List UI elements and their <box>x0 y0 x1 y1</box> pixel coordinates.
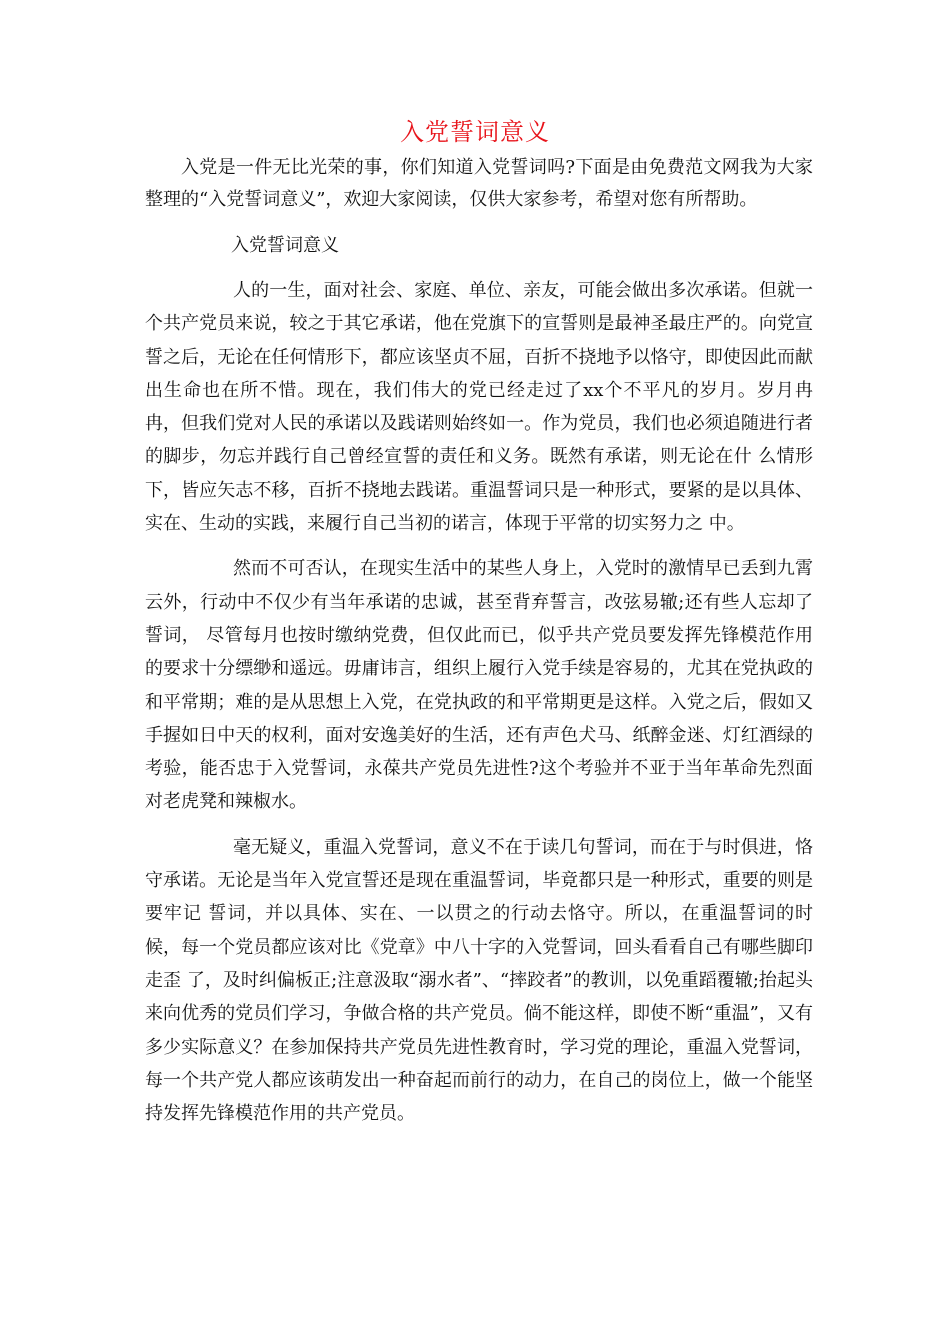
document-title: 入党誓词意义 <box>400 118 550 146</box>
intro-paragraph: 入党是一件无比光荣的事，你们知道入党誓词吗?下面是由免费范文网我为大家整理的“入党誓词意义”，欢迎大家阅读，仅供大家参考，希望对您有所帮助。 <box>145 157 813 210</box>
body-paragraph-2: 然而不可否认，在现实生活中的某些人身上，入党时的激情早已丢到九霄云外，行动中不仅少有当年承诺的忠诚，甚至背弃誓言，改弦易辙;还有些人忘却了誓词， 尽管每月也按时缴纳党费，但仅此而已，似乎共产党员要发挥先锋模范作用的要求十分缥缈和遥远。毋庸讳言，组织上履行入党手续是容易的，尤其在党执政的和平常期；难的是从思想上入党，在党执政的和平常期更是这样。入党之后，假如又手握如日中天的权利，面对安逸美好的生活，还有声色犬马、纸醉金迷、灯红酒绿的 考验，能否忠于入党誓词，永葆共产党员先进性?这个考验并不亚于当年革命先烈面对老虎凳和辣椒水。 <box>145 558 813 813</box>
document-body <box>145 152 813 1142</box>
section-subheading: 入党誓词意义 <box>231 235 339 256</box>
body-paragraph-1: 人的一生，面对社会、家庭、单位、亲友，可能会做出多次承诺。但就一个共产党员来说，较之于其它承诺，他在党旗下的宣誓则是最神圣最庄严的。向党宣 誓之后，无论在任何情形下，都应该坚贞不屈，百折不挠地予以恪守，即使因此而献出生命也在所不惜。现在，我们伟大的党已经走过了xx个不平凡的岁月。岁月冉冉，但我们党对人民的承诺以及践诺则始终如一。作为党员，我们也必须追随进行者的脚步，勿忘并践行自己曾经宣誓的责任和义务。既然有承诺，则无论在什 么情形下，皆应矢志不移，百折不挠地去践诺。重温誓词只是一种形式，要紧的是以具体、实在、生动的实践，来履行自己当初的诺言，体现于平常的切实努力之 中。 <box>145 280 813 535</box>
body-paragraph-3: 毫无疑义，重温入党誓词，意义不在于读几句誓词，而在于与时俱进，恪守承诺。无论是当年入党宣誓还是现在重温誓词，毕竟都只是一种形式，重要的则是要牢记 誓词，并以具体、实在、一以贯之的行动去恪守。所以，在重温誓词的时候，每一个党员都应该对比《党章》中八十字的入党誓词，回头看看自己有哪些脚印走歪 了，及时纠偏板正;注意汲取“溺水者”、“摔跤者”的教训，以免重蹈覆辙;抬起头来向优秀的党员们学习，争做合格的共产党员。倘不能这样，即使不断“重温”，又有多少实际意义？在参加保持共产党员先进性教育时，学习党的理论，重温入党誓词，每一个共产党人都应该萌发出一种奋起而前行的动力，在自己的岗位上，做一个能坚持发挥先锋模范作用的共产党员。 <box>145 836 813 1125</box>
